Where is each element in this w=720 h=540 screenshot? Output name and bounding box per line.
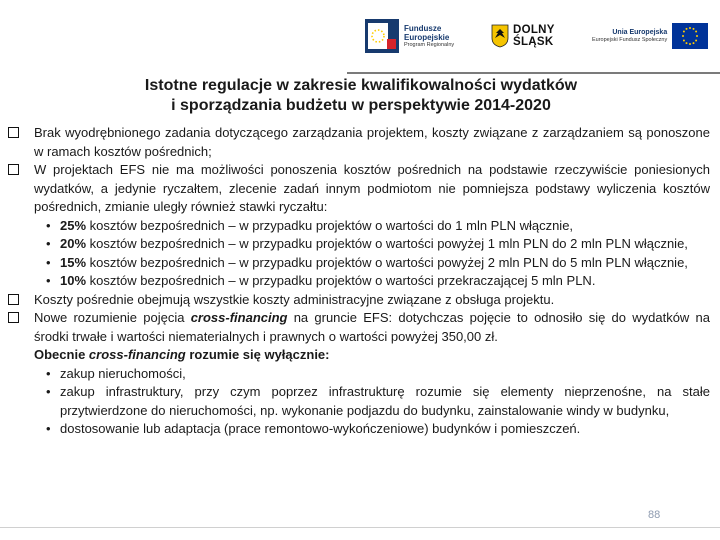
- obecnie-pre: Obecnie: [34, 347, 89, 362]
- checkbox-bullet-icon: [8, 127, 19, 138]
- fundusze-europejskie-logo: [365, 14, 480, 58]
- rate-percent: 10%: [60, 273, 87, 288]
- item-text: zakup infrastruktury, przy czym poprzez infrastrukturę rozumie się elementy nieprzenośne, na stałe przytwierdzone do nieruchomości, np. wykonanie podjazdu do budynku, zainstalowanie windy w budynku,: [60, 384, 710, 418]
- ue-fund: Europejski Fundusz Społeczny: [592, 37, 668, 43]
- cross-financing-item: [8, 383, 710, 420]
- rate-percent: 25%: [60, 217, 87, 233]
- rate-text: kosztów bezpośrednich – w przypadku projektów o wartości przekraczającej 5 mln PLN.: [86, 273, 596, 288]
- bottom-divider: [0, 527, 720, 528]
- cross-financing-item: [8, 365, 710, 384]
- rate-item: [8, 235, 710, 254]
- rate-item: [8, 254, 710, 273]
- bullet-administrative-costs: [8, 291, 710, 310]
- fundusze-europejskie-emblem-icon: [365, 19, 399, 53]
- rate-percent: 15%: [60, 254, 87, 270]
- cross-financing-item: [8, 420, 710, 439]
- paragraph-4-post: na gruncie EFS: dotychczas pojęcie to odnosiło się do wydatków na środki trwałe i wartości niematerialnych i prawnych o wartości powyżej 350,00 zł.: [34, 310, 710, 344]
- eu-flag-icon: [672, 23, 708, 49]
- bullet-dot-icon: •: [46, 384, 51, 399]
- slide-title: [96, 76, 626, 116]
- bullet-dot-icon: •: [46, 273, 51, 288]
- bullet-indirect-costs: [8, 161, 710, 217]
- item-text: zakup nieruchomości,: [60, 365, 186, 381]
- bullet-dot-icon: •: [46, 254, 51, 270]
- rate-text: kosztów bezpośrednich – w przypadku projektów o wartości powyżej 2 mln PLN do 5 mln PLN włącznie,: [86, 254, 688, 270]
- fe-name: Fundusze Europejskie: [404, 23, 450, 42]
- bullet-dot-icon: •: [46, 217, 51, 233]
- cross-financing-term: cross-financing: [190, 310, 288, 325]
- unia-europejska-logo: [592, 14, 712, 58]
- rate-text: kosztów bezpośrednich – w przypadku projektów o wartości powyżej 1 mln PLN do 2 mln PLN włącznie,: [86, 236, 688, 251]
- bullet-dot-icon: •: [46, 365, 51, 381]
- page-number: 88: [648, 509, 661, 521]
- checkbox-bullet-icon: [8, 294, 19, 305]
- title-line-2: i sporządzania budżetu w perspektywie 2014-2020: [171, 97, 551, 114]
- logo-bar: [347, 0, 720, 74]
- obecnie-post: rozumie się wyłącznie:: [185, 347, 330, 362]
- rate-item: [8, 217, 710, 236]
- rate-percent: 20%: [60, 236, 87, 251]
- bullet-dot-icon: •: [46, 421, 51, 436]
- paragraph-3: Koszty pośrednie obejmują wszystkie koszty administracyjne związane z obsługa projektu.: [34, 291, 555, 307]
- bullet-cross-financing: [8, 309, 710, 346]
- checkbox-bullet-icon: [8, 164, 19, 175]
- title-line-1: Istotne regulacje w zakresie kwalifikowalności wydatków: [144, 77, 578, 94]
- paragraph-2: W projektach EFS nie ma możliwości ponoszenia kosztów pośrednich na podstawie rzeczywiście poniesionych wydatków, a jedynie ryczałtem, zlecenie zadań innym podmiotom nie pomniejsza podstawy wyliczenia kosztów pośrednich, zmianie uległy również stawki ryczałtu:: [34, 162, 710, 214]
- eagle-crest-icon: [491, 24, 509, 48]
- paragraph-1: Brak wyodrębnionego zadania dotyczącego zarządzania projektem, koszty związane z zarządzaniem są ponoszone w ramach kosztów pośrednich;: [34, 125, 710, 159]
- ue-name: Unia Europejska: [612, 29, 668, 36]
- bullet-dot-icon: •: [46, 236, 51, 251]
- rate-text: kosztów bezpośrednich – w przypadku projektów o wartości do 1 mln PLN włącznie,: [86, 217, 574, 233]
- checkbox-bullet-icon: [8, 312, 19, 323]
- slide-content: [8, 124, 710, 439]
- fe-program: Program Regionalny: [404, 41, 455, 48]
- obecnie-line: [8, 346, 710, 365]
- paragraph-4-pre: Nowe rozumienie pojęcia: [34, 310, 191, 325]
- item-text: dostosowanie lub adaptacja (prace remontowo-wykończeniowe) budynków i pomieszczeń.: [60, 421, 581, 436]
- ds-name: DOLNY ŚLĄSK: [513, 24, 555, 48]
- obecnie-term: cross-financing: [88, 347, 186, 362]
- bullet-management-costs: [8, 124, 710, 161]
- rate-item: [8, 272, 710, 291]
- dolny-slask-logo: [491, 14, 581, 58]
